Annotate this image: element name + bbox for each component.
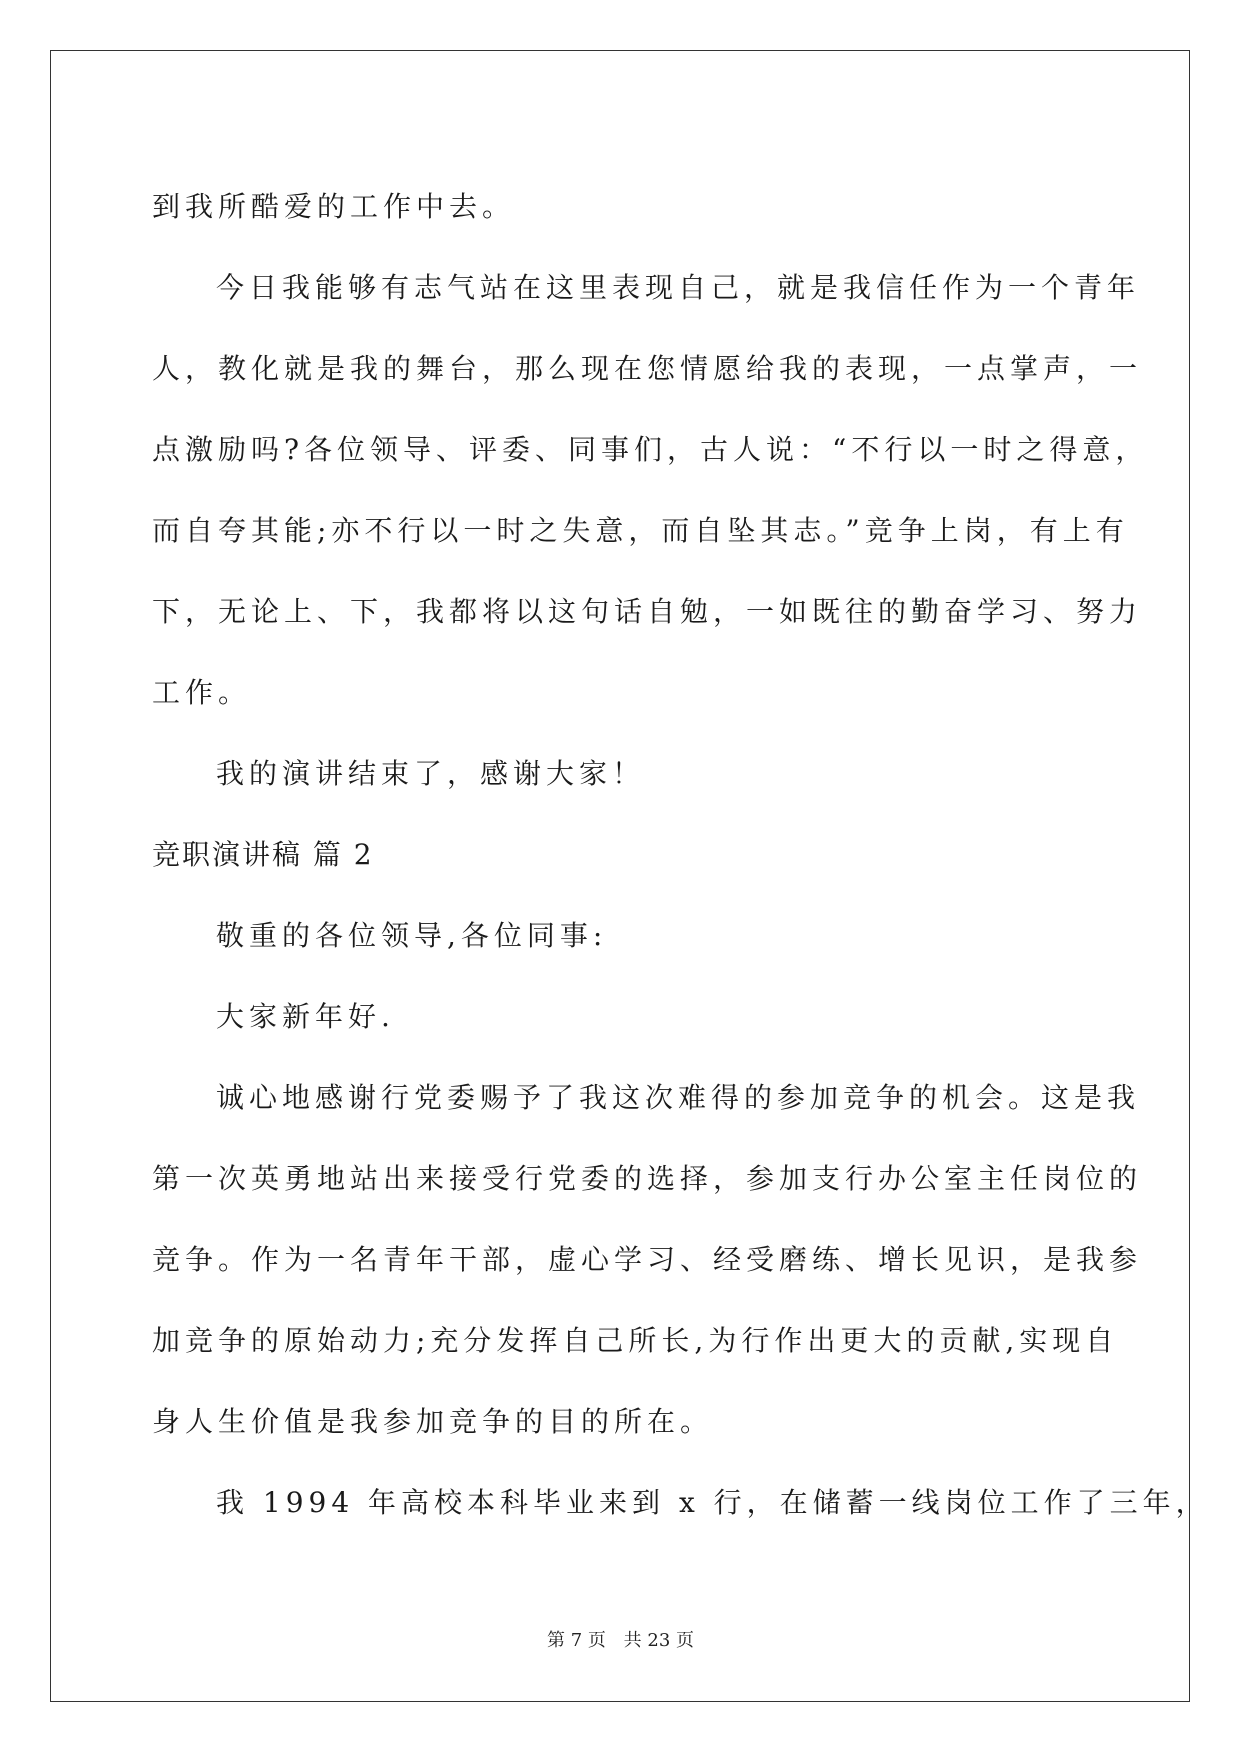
text-line: 下，无论上、下，我都将以这句话自勉，一如既往的勤奋学习、努力 <box>152 595 1143 628</box>
text-line: 到我所酷爱的工作中去。 <box>152 190 516 223</box>
text-line: 大家新年好. <box>216 1000 395 1033</box>
text-line: 点激励吗?各位领导、评委、同事们，古人说：“不行以一时之得意， <box>152 433 1149 466</box>
text-line: 加竞争的原始动力;充分发挥自己所长,为行作出更大的贡献,实现自 <box>152 1324 1119 1357</box>
section-heading: 竞职演讲稿 篇 2 <box>152 838 374 871</box>
text-line: 身人生价值是我参加竞争的目的所在。 <box>152 1405 714 1438</box>
page-number: 第 7 页 <box>547 1630 606 1651</box>
document-body <box>152 166 1209 1543</box>
page-footer <box>0 1626 1241 1652</box>
text-line: 今日我能够有志气站在这里表现自己，就是我信任作为一个青年 <box>216 271 1141 304</box>
text-line: 我的演讲结束了，感谢大家！ <box>216 757 646 790</box>
text-line: 诚心地感谢行党委赐予了我这次难得的参加竞争的机会。这是我 <box>216 1081 1141 1114</box>
text-line: 我 1994 年高校本科毕业来到 x 行，在储蓄一线岗位工作了三年， <box>216 1486 1209 1519</box>
text-line: 竞争。作为一名青年干部，虚心学习、经受磨练、增长见识，是我参 <box>152 1243 1143 1276</box>
page-total: 共 23 页 <box>623 1630 694 1651</box>
text-line: 第一次英勇地站出来接受行党委的选择，参加支行办公室主任岗位的 <box>152 1162 1143 1195</box>
text-line: 人，教化就是我的舞台，那么现在您情愿给我的表现，一点掌声，一 <box>152 352 1143 385</box>
text-line: 工作。 <box>152 676 252 709</box>
text-line: 而自夸其能;亦不行以一时之失意，而自坠其志。”竞争上岗，有上有 <box>152 514 1129 547</box>
text-line: 敬重的各位领导,各位同事: <box>216 919 608 952</box>
